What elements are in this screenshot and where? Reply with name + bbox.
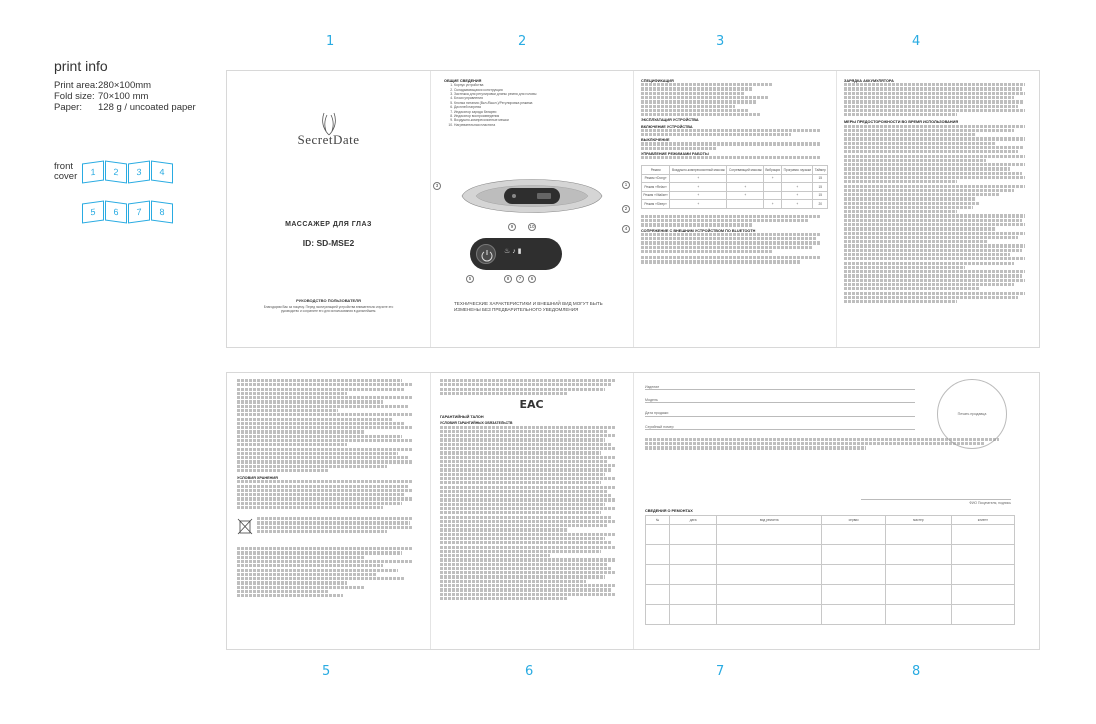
field-label-sale-date: Дата продажи — [645, 411, 669, 416]
panel-indicators-icon: ♨ ♪ ▮ — [504, 248, 522, 255]
spec-heading: СПЕЦИФИКАЦИЯ — [641, 79, 674, 83]
power-on-heading: ВКЛЮЧЕНИЕ УСТРОЙСТВА — [641, 124, 693, 129]
table-cell — [727, 174, 764, 183]
table-header-cell: клиент — [951, 516, 1014, 525]
list-item: 1. Корпус устройства — [454, 83, 625, 87]
print-info-row — [54, 91, 224, 102]
print-info-row — [54, 80, 224, 91]
crossed-bin-icon — [237, 517, 253, 535]
power-icon — [477, 245, 497, 265]
print-info-value: 128 g / uncoated paper — [98, 102, 196, 113]
front-cover-line-1: front — [54, 161, 74, 172]
callout-3: 3 — [433, 182, 441, 190]
table-cell: Режим «Vitalize» — [642, 191, 670, 200]
modes-heading: УПРАВЛЕНИЕ РЕЖИМАМИ РАБОТЫ — [641, 151, 709, 156]
table-cell — [782, 174, 813, 183]
general-info-heading: ОБЩИЕ СВЕДЕНИЯ — [444, 79, 482, 83]
print-info-key: Print area: — [54, 80, 98, 91]
table-cell: Режим «Dong» — [642, 174, 670, 183]
bluetooth-heading: СОПРЯЖЕНИЕ С ВНЕШНИМ УСТРОЙСТВОМ ПО BLUETOOTH — [641, 228, 756, 233]
list-item: 8. Индикатор воспроизведения — [454, 114, 625, 118]
print-info-value: 280×100mm — [98, 80, 152, 91]
warranty-terms-heading: УСЛОВИЯ ГАРАНТИЙНЫХ ОБЯЗАТЕЛЬСТВ — [440, 421, 513, 426]
fold-panel: 3 — [128, 160, 150, 183]
table-header-cell: мастер — [886, 516, 951, 525]
fold-panel: 5 — [82, 200, 104, 223]
user-guide-title: РУКОВОДСТВО ПОЛЬЗОВАТЕЛЯ — [296, 298, 361, 303]
callout-4: 4 — [622, 225, 630, 233]
table-cell: + — [764, 174, 782, 183]
fold-panel: 8 — [151, 200, 173, 223]
table-cell: 20 — [813, 200, 828, 209]
page-general-info — [430, 71, 633, 347]
specs-change-note: ТЕХНИЧЕСКИЕ ХАРАКТЕРИСТИКИ И ВНЕШНИЙ ВИД МОГУТ БЫТЬ ИЗМЕНЕНЫ БЕЗ ПРЕДВАРИТЕЛЬНОГО УВЕДОМЛЕНИЯ — [454, 301, 603, 312]
power-off-heading: ВЫКЛЮЧЕНИЕ — [641, 138, 670, 143]
page-number-6: 6 — [525, 664, 534, 679]
page-number-8: 8 — [912, 664, 921, 679]
page-charging-precautions — [836, 71, 1041, 347]
callout-2: 2 — [622, 205, 630, 213]
print-info-value: 70×100 mm — [98, 91, 149, 102]
warranty-fields — [645, 385, 915, 430]
field-label-serial: Серийный номер — [645, 424, 674, 429]
table-cell — [764, 183, 782, 192]
page-storage — [227, 373, 430, 649]
table-row — [642, 200, 828, 209]
table-header-cell: Согревающий массаж — [727, 166, 764, 175]
table-cell: 15 — [813, 183, 828, 192]
page-number-2: 2 — [518, 34, 527, 49]
page-cover — [227, 71, 430, 347]
page-warranty — [430, 373, 633, 649]
charging-heading: ЗАРЯДКА АККУМУЛЯТОРА — [844, 79, 894, 83]
table-cell: + — [782, 200, 813, 209]
eac-mark: EAC — [519, 398, 544, 412]
front-cover-label — [54, 162, 77, 182]
table-header-cell: дата — [670, 516, 717, 525]
table-header-cell: Программ. музыки — [782, 166, 813, 175]
table-cell: + — [670, 191, 727, 200]
list-item: 3. Застежка для регулировки длины ремня для головы — [454, 92, 625, 96]
fold-diagram-bottom — [82, 202, 174, 222]
table-row — [642, 191, 828, 200]
print-info-title: print info — [54, 58, 108, 74]
buyer-signature-line: ФИО Покупателя, подпись — [861, 499, 1011, 505]
callout-6: 6 — [528, 275, 536, 283]
page-number-5: 5 — [322, 664, 331, 679]
table-header-cell: вид ремонта — [717, 516, 822, 525]
print-info-key: Paper: — [54, 102, 82, 113]
table-header-cell: Таймер — [813, 166, 828, 175]
cover-title-block — [227, 221, 430, 249]
list-item: 7. Индикатор заряда батареи — [454, 110, 625, 114]
list-item: 10. Нагревательная пластина — [454, 123, 625, 127]
precautions-heading: МЕРЫ ПРЕДОСТОРОЖНОСТИ ВО ВРЕМЯ ИСПОЛЬЗОВАНИЯ — [844, 120, 959, 125]
page-number-7: 7 — [716, 664, 725, 679]
callout-1: 1 — [622, 181, 630, 189]
modes-table — [641, 165, 828, 209]
fold-panel: 6 — [105, 200, 127, 223]
table-header-cell: Воздушно-компрессионный массаж — [670, 166, 727, 175]
print-info — [54, 58, 224, 113]
callout-10: 10 — [528, 223, 536, 231]
eye-massager-illustration — [442, 166, 622, 228]
list-item: 5. Кнопка питания (Вкл./Выкл.)/Регулировка режима — [454, 101, 625, 105]
table-cell: + — [670, 183, 727, 192]
table-cell: + — [782, 191, 813, 200]
table-cell: 15 — [813, 174, 828, 183]
sheet-back — [226, 372, 1040, 650]
table-header-cell: сервис — [822, 516, 886, 525]
print-info-row — [54, 102, 224, 113]
table-header-cell: № — [646, 516, 670, 525]
seller-stamp-area: Печать продавца — [937, 379, 1007, 449]
operation-heading: ЭКСПЛУАТАЦИЯ УСТРОЙСТВА — [641, 118, 699, 123]
table-cell: + — [670, 200, 727, 209]
page-number-1: 1 — [326, 34, 335, 49]
field-label-product: Изделие — [645, 385, 660, 389]
storage-heading: УСЛОВИЯ ХРАНЕНИЯ — [237, 476, 278, 481]
page-warranty-card — [633, 373, 1041, 649]
table-row — [646, 604, 1015, 624]
control-panel — [470, 238, 562, 270]
table-header-cell: Вибрация — [764, 166, 782, 175]
table-row — [646, 584, 1015, 604]
power-button-illustration — [476, 244, 496, 264]
table-header-cell: Режим — [642, 166, 670, 175]
table-cell: 15 — [813, 191, 828, 200]
table-cell: + — [764, 200, 782, 209]
callout-7: 7 — [516, 275, 524, 283]
table-cell — [727, 200, 764, 209]
fold-panel: 2 — [105, 160, 127, 183]
field-label-model: Модель — [645, 398, 658, 403]
front-cover-line-2: cover — [54, 171, 78, 182]
list-item: 6. Дисплей нагрева — [454, 105, 625, 109]
table-header-row — [642, 166, 828, 175]
table-cell: + — [670, 174, 727, 183]
callout-9: 9 — [508, 223, 516, 231]
table-row — [642, 174, 828, 183]
print-info-key: Fold size: — [54, 91, 95, 102]
table-cell: + — [727, 191, 764, 200]
list-item: 4. Блоки управления — [454, 96, 625, 100]
table-cell — [764, 191, 782, 200]
table-header-row — [646, 516, 1015, 525]
brand-logo — [227, 109, 430, 148]
table-row — [642, 183, 828, 192]
table-cell: + — [727, 183, 764, 192]
product-id: ID: SD-MSE2 — [302, 238, 355, 249]
table-row — [646, 564, 1015, 584]
repairs-table — [645, 515, 1015, 625]
fold-diagram-top — [82, 162, 174, 182]
user-guide-intro: Благодарим Вас за покупку. Перед эксплуатацией устройства внимательно изучите это руководство и сохраните его для использования в дальнейшем. — [263, 305, 394, 314]
callout-8: 8 — [504, 275, 512, 283]
fold-panel: 7 — [128, 200, 150, 223]
table-row — [646, 544, 1015, 564]
table-cell: Режим «Sleep» — [642, 200, 670, 209]
warranty-heading: ГАРАНТИЙНЫЙ ТАЛОН — [440, 415, 484, 420]
fold-panel: 4 — [151, 160, 173, 183]
page-number-4: 4 — [912, 34, 921, 49]
page-number-3: 3 — [716, 34, 725, 49]
callout-5: 5 — [466, 275, 474, 283]
table-cell: Режим «Relax» — [642, 183, 670, 192]
page-specification — [633, 71, 836, 347]
list-item: 2. Складывающаяся конструкция — [454, 88, 625, 92]
product-title: МАССАЖЕР ДЛЯ ГЛАЗ — [285, 221, 372, 228]
table-row — [646, 524, 1015, 544]
brand-name: SecretDate — [297, 132, 360, 148]
recycling-notice — [237, 517, 420, 535]
guide-block — [255, 299, 402, 313]
parts-list — [444, 83, 625, 127]
sheet-front — [226, 70, 1040, 348]
fold-panel: 1 — [82, 160, 104, 183]
table-cell: + — [782, 183, 813, 192]
repairs-heading: СВЕДЕНИЯ О РЕМОНТАХ — [645, 509, 693, 513]
list-item: 9. Воздушно-компрессионные мешки — [454, 118, 625, 122]
